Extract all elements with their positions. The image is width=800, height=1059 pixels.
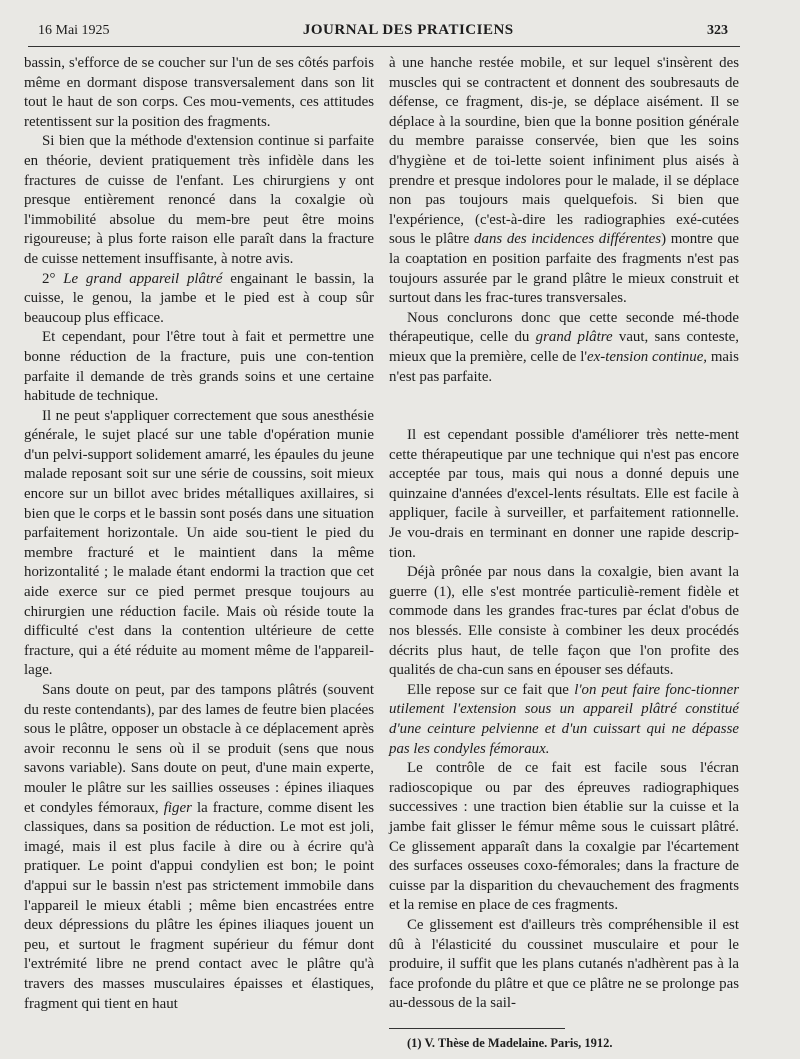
paragraph: Si bien que la méthode d'extension continue si parfaite en théorie, devient pratiquement très infidèle dans les fractures de cuisse de l'enfant. Les chirurgiens y ont presque entièrement renoncé dans la coxalgie où l'immobilité absolue du mem-bre peut être moins rigoureuse; à plus forte raison elle paraît dans la fracture de cuisse nettement insuffisante, à notre avis.	[24, 133, 374, 267]
running-header	[38, 22, 728, 46]
paragraph-text: engainant le bassin, la cuisse, le genou, la jambe et le pied est à coup sûr beaucoup plus efficace.	[24, 270, 374, 326]
paragraph-text: ) montre que la coaptation en position parfaite des fragments n'est pas toujours assurée par le grand plâtre le mieux construit et surtout dans les frac-tures transversales.	[389, 231, 740, 307]
emphasis-text: Le grand appareil plâtré	[63, 270, 223, 287]
footnote-rule	[389, 1028, 565, 1029]
paragraph	[389, 681, 739, 759]
paragraph: bassin, s'efforce de se coucher sur l'un de ses côtés parfois même en dormant dispose transversalement dans son lit tout le haut de son corps. Ces mou-vements, ces attitudes retentissent sur la position des fragments.	[24, 55, 374, 130]
paragraph: Il est cependant possible d'améliorer très nette-ment cette thérapeutique par une technique qui n'est pas encore acceptée par tous, mais qui nous a donné depuis une quinzaine d'années d'excel-lents résultats. Elle est facile à appliquer, facile à surveiller, et parfaitement rationnelle. Je vou-drais en terminant en donner une rapide descrip-tion.	[389, 427, 739, 561]
section-gap	[389, 387, 739, 426]
left-column	[24, 54, 374, 1014]
paragraph: Le contrôle de ce fait est facile sous l'écran radioscopique ou par des épreuves radiographiques successives : une traction bien établie sur la cuisse et la jambe fait glisser le fémur même sous le cuissart plâtré. Ce glissement apparaît dans la coxalgie par l'écartement des surfaces osseuses coxo-fémorales; dans la fracture de cuisse par la disparition du chevauchement des fragments et la remise en place de ces fragments.	[389, 760, 739, 914]
paragraph: Ce glissement est d'ailleurs très compréhensible il est dû à l'élasticité du coussinet musculaire et pour le produire, il suffit que les plans cutanés n'adhèrent pas à la face profonde du plâtre et que ce plâtre ne se prolonge pas au-dessous de la sail-	[389, 916, 739, 1012]
emphasis-text: grand plâtre	[535, 329, 613, 346]
paragraph-text: Nous conclurons donc que cette seconde mé-thode thérapeutique, celle du	[389, 309, 739, 346]
emphasis-text: dans des incidences différentes	[474, 231, 662, 248]
header-rule	[28, 46, 740, 47]
paragraph	[24, 681, 374, 1014]
paragraph-text: vaut, sans conteste, mieux que la première, celle de l'	[389, 329, 740, 365]
paragraph	[24, 270, 374, 329]
paragraph-text: Sans doute on peut, par des tampons plâtrés (souvent du reste contendants), par des lames de feutre bien placées sous le plâtre, opposer un obstacle à ce déplacement après avoir reconnu le sens où il se produit (sens que nous savons variable). Sans doute on peut, d'une main experte, mouler le plâtre sur les saillies osseuses : épines iliaques et condyles fémoraux,	[24, 682, 374, 816]
emphasis-text: ex-tension continue,	[587, 348, 708, 365]
paragraph: Et cependant, pour l'être tout à fait et permettre une bonne réduction de la fracture, puis une con-tention parfaite il demande de très grands soins et une certaine habitude de technique.	[24, 329, 374, 405]
paragraph: Déjà prônée par nous dans la coxalgie, bien avant la guerre (1), elle s'est montrée particuliè-rement fidèle et commode dans les grandes frac-tures par éclat d'obus de nos blessés. Elle consiste à combiner les deux procédés décrits plus haut, de telle façon que l'on profite des qualités de cha-cun sans en épouser ses défauts.	[389, 564, 739, 679]
paragraph	[389, 54, 739, 309]
paragraph: Il ne peut s'appliquer correctement que sous anesthésie générale, le sujet placé sur une table d'opération munie d'un pelvi-support solidement amarré, les épaules du jeune malade reposant soit sur une série de coussins, soit mieux encore sur un billot avec brides métalliques axillaires, si bien que le corps et le bassin sont posés dans une situation parfaitement horizontale. Un aide sou-tient le pied du membre fracturé et le maintient dans la même horizontalité ; le malade étant endormi la traction que cet aide exerce sur ce pied permet presque toujours au chirurgien une réduction facile. Mais où réside toute la difficulté c'est dans la contention ultérieure de cette fracture, qui a été réduite au moment même de l'appareil-lage.	[24, 407, 374, 679]
issue-date: 16 Mai 1925	[38, 23, 110, 38]
paragraph-text: Elle repose sur ce fait que	[407, 681, 575, 698]
emphasis-text: figer	[163, 799, 192, 816]
journal-title: JOURNAL DES PRATICIENS	[302, 22, 514, 38]
paragraph	[389, 309, 739, 387]
emphasis-text: l'on peut faire fonc-tionner utilement l'extension sous un appareil plâtré constitué d'une ceinture pelvienne et d'un cuissart qui ne dépasse pas les condyles fémoraux.	[389, 681, 740, 757]
right-column	[389, 54, 739, 1051]
paragraph-text: mais n'est pas parfaite.	[389, 348, 739, 385]
paragraph-text: la fracture, comme disent les classiques, dans sa position de réduction. Le mot est joli, imagé, mais il est plus facile à dire ou à écrire qu'à pratiquer. Le point d'appui condylien est bon; le point d'appui sur le bassin n'est pas strictement immobile dans l'appareil le mieux établi ; même bien encastrées entre deux dépressions du plâtre les épines iliaques jouent un peu, et surtout le fragment supérieur du fémur dont l'extrémité libre ne prend contact avec le plâtre qu'à travers des masses musculaires épaisses et élastiques, fragment qui tient en haut	[24, 799, 375, 1012]
paragraph-lead: 2°	[42, 270, 64, 287]
paragraph-text: à une hanche restée mobile, et sur lequel s'insèrent des muscles qui se contractent et donnent des soubresauts de défense, ce fragment, dis-je, se déplace aisément. Il se déplace à la sourdine, bien que la bonne position générale du membre paraisse conservée, bien que les soins d'hygiène et de toi-lette soient infiniment plus aisés à prendre et presque indolores pour le malade, il se déplace non pas toujours mais quelquefois. Si bien que l'expérience, (c'est-à-dire les radiographies exé-cutées sous le plâtre	[389, 55, 739, 248]
footnote: (1) V. Thèse de Madelaine. Paris, 1912.	[407, 1035, 613, 1050]
page-number: 323	[706, 23, 728, 38]
